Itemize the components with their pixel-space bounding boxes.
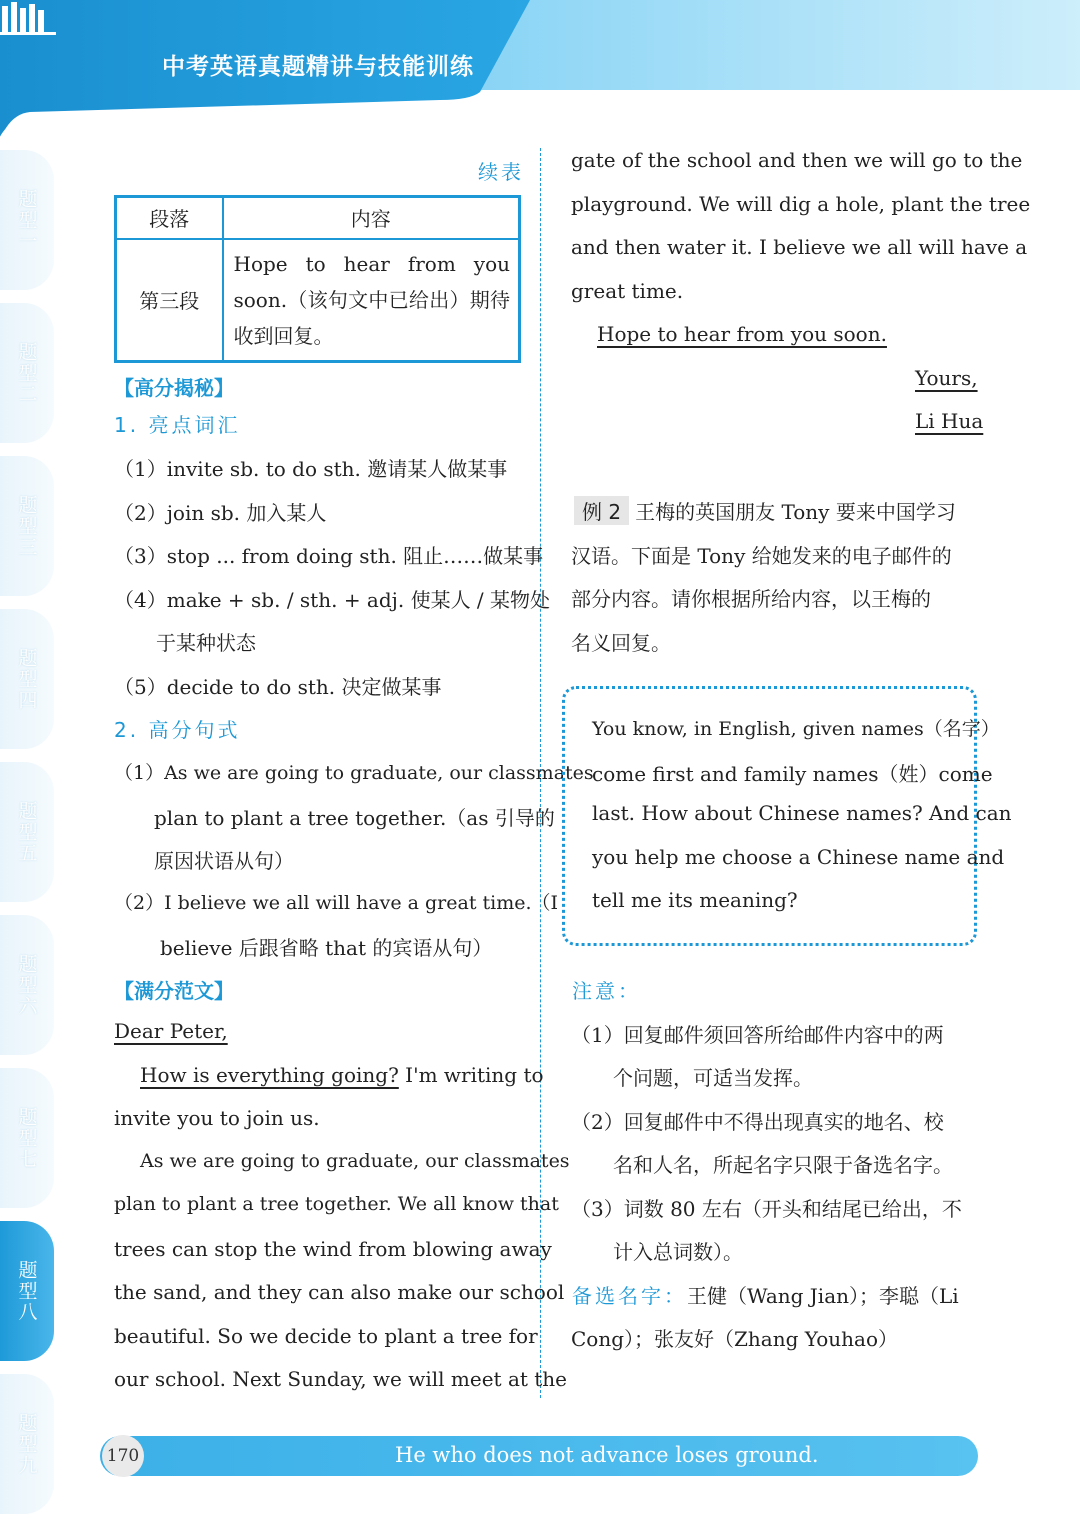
names-line: 备选名字：王健（Wang Jian）；李聪（Li xyxy=(572,1284,959,1308)
signature: Li Hua xyxy=(915,409,984,433)
example-line: 例 2 王梅的英国朋友 Tony 要来中国学习 xyxy=(574,496,956,525)
page-number: 170 xyxy=(102,1435,144,1477)
paragraph-table xyxy=(114,195,521,363)
essay-line: great time. xyxy=(571,279,684,303)
note-item-cont: 个问题，可适当发挥。 xyxy=(613,1066,813,1090)
closing-line: Hope to hear from you soon. xyxy=(597,322,887,346)
books-icon xyxy=(0,0,58,36)
sign-off: Yours, xyxy=(915,366,978,390)
model-heading: 【满分范文】 xyxy=(114,979,234,1003)
note-item: （3）词数 80 左右（开头和结尾已给出，不 xyxy=(571,1197,962,1221)
table-cell-content: Hope to hear from you soon.（该句文中已给出）期待收到回复。 xyxy=(223,239,520,362)
note-item: （2）回复邮件中不得出现真实的地名、校 xyxy=(571,1110,944,1134)
vocab-item-cont: 于某种状态 xyxy=(156,631,256,655)
essay-line: beautiful. So we decide to plant a tree for xyxy=(114,1324,538,1348)
essay-line: playground. We will dig a hole, plant the tree xyxy=(571,192,1031,216)
tab-type-4[interactable]: 题型四 xyxy=(0,609,54,749)
tab-type-2[interactable]: 题型二 xyxy=(0,303,54,443)
example-label: 例 2 xyxy=(574,496,629,525)
tab-type-1[interactable]: 题型一 xyxy=(0,150,54,290)
table-cell-paragraph: 第三段 xyxy=(116,239,223,362)
essay-line: trees can stop the wind from blowing away xyxy=(114,1237,552,1261)
table-header-paragraph: 段落 xyxy=(116,197,223,239)
pattern-item: （2）I believe we all will have a great time.（I xyxy=(114,892,559,914)
essay-line: our school. Next Sunday, we will meet at the xyxy=(114,1367,568,1391)
names-line: Cong）；张友好（Zhang Youhao） xyxy=(571,1327,899,1351)
note-item-cont: 名和人名，所起名字只限于备选名字。 xyxy=(613,1153,953,1177)
tab-type-6[interactable]: 题型六 xyxy=(0,915,54,1055)
tab-type-8[interactable]: 题型八 xyxy=(0,1221,54,1361)
note-heading: 注意： xyxy=(572,979,641,1003)
essay-line: invite you to join us. xyxy=(114,1106,320,1130)
tab-type-7[interactable]: 题型七 xyxy=(0,1068,54,1208)
essay-opening: How is everything going? xyxy=(140,1063,399,1087)
tab-type-5[interactable]: 题型五 xyxy=(0,762,54,902)
vocab-heading: 1. 亮点词汇 xyxy=(114,413,241,437)
names-label: 备选名字： xyxy=(572,1284,687,1308)
essay-line: and then water it. I believe we all will have a xyxy=(571,235,1028,259)
note-item-cont: 计入总词数）。 xyxy=(613,1240,743,1264)
note-item: （1）回复邮件须回答所给邮件内容中的两 xyxy=(571,1023,944,1047)
vocab-item: （5）decide to do sth. 决定做某事 xyxy=(114,675,442,699)
pattern-item-cont: 原因状语从句） xyxy=(154,849,294,873)
book-title: 中考英语真题精讲与技能训练 xyxy=(162,54,474,80)
email-line: last. How about Chinese names? And can xyxy=(592,801,1012,825)
continued-label: 续表 xyxy=(478,160,524,184)
pattern-item-cont: plan to plant a tree together.（as 引导的 xyxy=(154,806,555,830)
essay-line: gate of the school and then we will go to the xyxy=(571,148,1023,172)
pattern-item: （1）As we are going to graduate, our classmates xyxy=(114,762,594,784)
essay-line: plan to plant a tree together. We all know that xyxy=(114,1193,559,1215)
tab-type-9[interactable]: 题型九 xyxy=(0,1374,54,1514)
email-line: You know, in English, given names（名字） xyxy=(592,718,1000,740)
vocab-item: （3）stop ... from doing sth. 阻止……做某事 xyxy=(114,544,544,568)
pattern-heading: 2. 高分句式 xyxy=(114,718,241,742)
greeting: Dear Peter, xyxy=(114,1019,228,1043)
email-line: tell me its meaning? xyxy=(592,888,798,912)
table-header-content: 内容 xyxy=(223,197,520,239)
email-line: you help me choose a Chinese name and xyxy=(592,845,1005,869)
essay-line: As we are going to graduate, our classmates xyxy=(140,1150,570,1172)
essay-line: How is everything going? I'm writing to xyxy=(140,1063,544,1087)
secret-heading: 【高分揭秘】 xyxy=(114,376,234,400)
footer-motto: He who does not advance loses ground. xyxy=(395,1443,819,1467)
page-header xyxy=(0,0,1080,150)
email-line: come first and family names（姓）come xyxy=(592,762,993,786)
essay-line: the sand, and they can also make our school xyxy=(114,1280,565,1304)
example-line: 汉语。下面是 Tony 给她发来的电子邮件的 xyxy=(571,544,952,568)
pattern-item-cont: believe 后跟省略 that 的宾语从句） xyxy=(160,936,493,960)
vocab-item: （2）join sb. 加入某人 xyxy=(114,501,327,525)
chapter-tabs xyxy=(0,150,54,1527)
example-line: 名义回复。 xyxy=(571,631,671,655)
example-line: 部分内容。请你根据所给内容，以王梅的 xyxy=(571,587,931,611)
vocab-item: （1）invite sb. to do sth. 邀请某人做某事 xyxy=(114,457,508,481)
tab-type-3[interactable]: 题型三 xyxy=(0,456,54,596)
vocab-item: （4）make + sb. / sth. + adj. 使某人 / 某物处 xyxy=(114,588,551,612)
